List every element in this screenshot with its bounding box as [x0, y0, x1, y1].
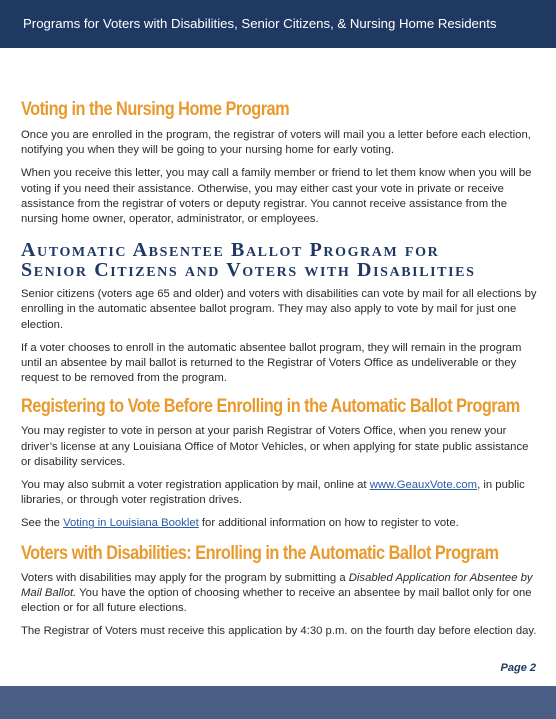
text: You may also submit a voter registration application by mail, online at: [21, 479, 370, 492]
text: Voters with disabilities may apply for the program by submitting a: [21, 571, 349, 584]
paragraph: [21, 571, 537, 617]
page-number: Page 2: [500, 662, 536, 674]
text: , in public libraries, or through voter registration drives.: [21, 479, 525, 507]
voting-booklet-link[interactable]: Voting in Louisiana Booklet: [63, 517, 199, 530]
header-title: Programs for Voters with Disabilities, Senior Citizens, & Nursing Home Residents: [23, 16, 497, 31]
page-content: [21, 98, 537, 639]
paragraph: When you receive this letter, you may call a family member or friend to let them know when you will be voting if you need their assistance. Otherwise, you may either cast your vote in private or receive assistance from the registrar of voters or deputy registrar. You cannot receive assistance from the nursing home owner, operator, administrator, or employees.: [21, 167, 532, 226]
paragraph: Senior citizens (voters age 65 and older) and voters with disabilities can vote by mail for all elections by enrolling in the automatic absentee ballot program. They may also apply to vote by mail for just one election.: [21, 288, 537, 331]
paragraph: Once you are enrolled in the program, the registrar of voters will mail you a letter before each election, notifying you when they will be going to your nursing home for early voting.: [21, 129, 531, 157]
heading-voters-disabilities: Voters with Disabilities: Enrolling in the Automatic Ballot Program: [21, 542, 499, 564]
paragraph: If a voter chooses to enroll in the automatic absentee ballot program, they will remain in the program until an absentee by mail ballot is returned to the Registrar of Voters Office as undeliverable or they request to be removed from the program.: [21, 341, 522, 385]
paragraph: The Registrar of Voters must receive this application by 4:30 p.m. on the fourth day before election day.: [21, 625, 537, 638]
text: You have the option of choosing whether to receive an absentee by mail ballot only for one election or for all future elections.: [21, 586, 532, 615]
geauxvote-link[interactable]: www.GeauxVote.com: [369, 479, 478, 492]
text: for additional information on how to register to vote.: [198, 517, 459, 530]
footer-bar: [0, 686, 556, 719]
paragraph: You may register to vote in person at your parish Registrar of Voters Office, when you renew your driver’s license at any Louisiana Office of Motor Vehicles, or when applying for state public assistance or disability services.: [21, 425, 529, 468]
header-bar: [0, 0, 556, 48]
text: See the: [21, 517, 64, 530]
heading-registering: Registering to Vote Before Enrolling in the Automatic Ballot Program: [21, 396, 520, 418]
paragraph: [21, 516, 537, 531]
heading-automatic-absentee-line2: Senior Citizens and Voters with Disabilities: [21, 259, 476, 282]
form-title: Disabled Application for Absentee by Mail Ballot.: [21, 571, 533, 599]
heading-nursing-home: Voting in the Nursing Home Program: [21, 99, 290, 120]
heading-automatic-absentee-line1: Automatic Absentee Ballot Program for: [21, 239, 440, 262]
paragraph: [21, 478, 537, 508]
